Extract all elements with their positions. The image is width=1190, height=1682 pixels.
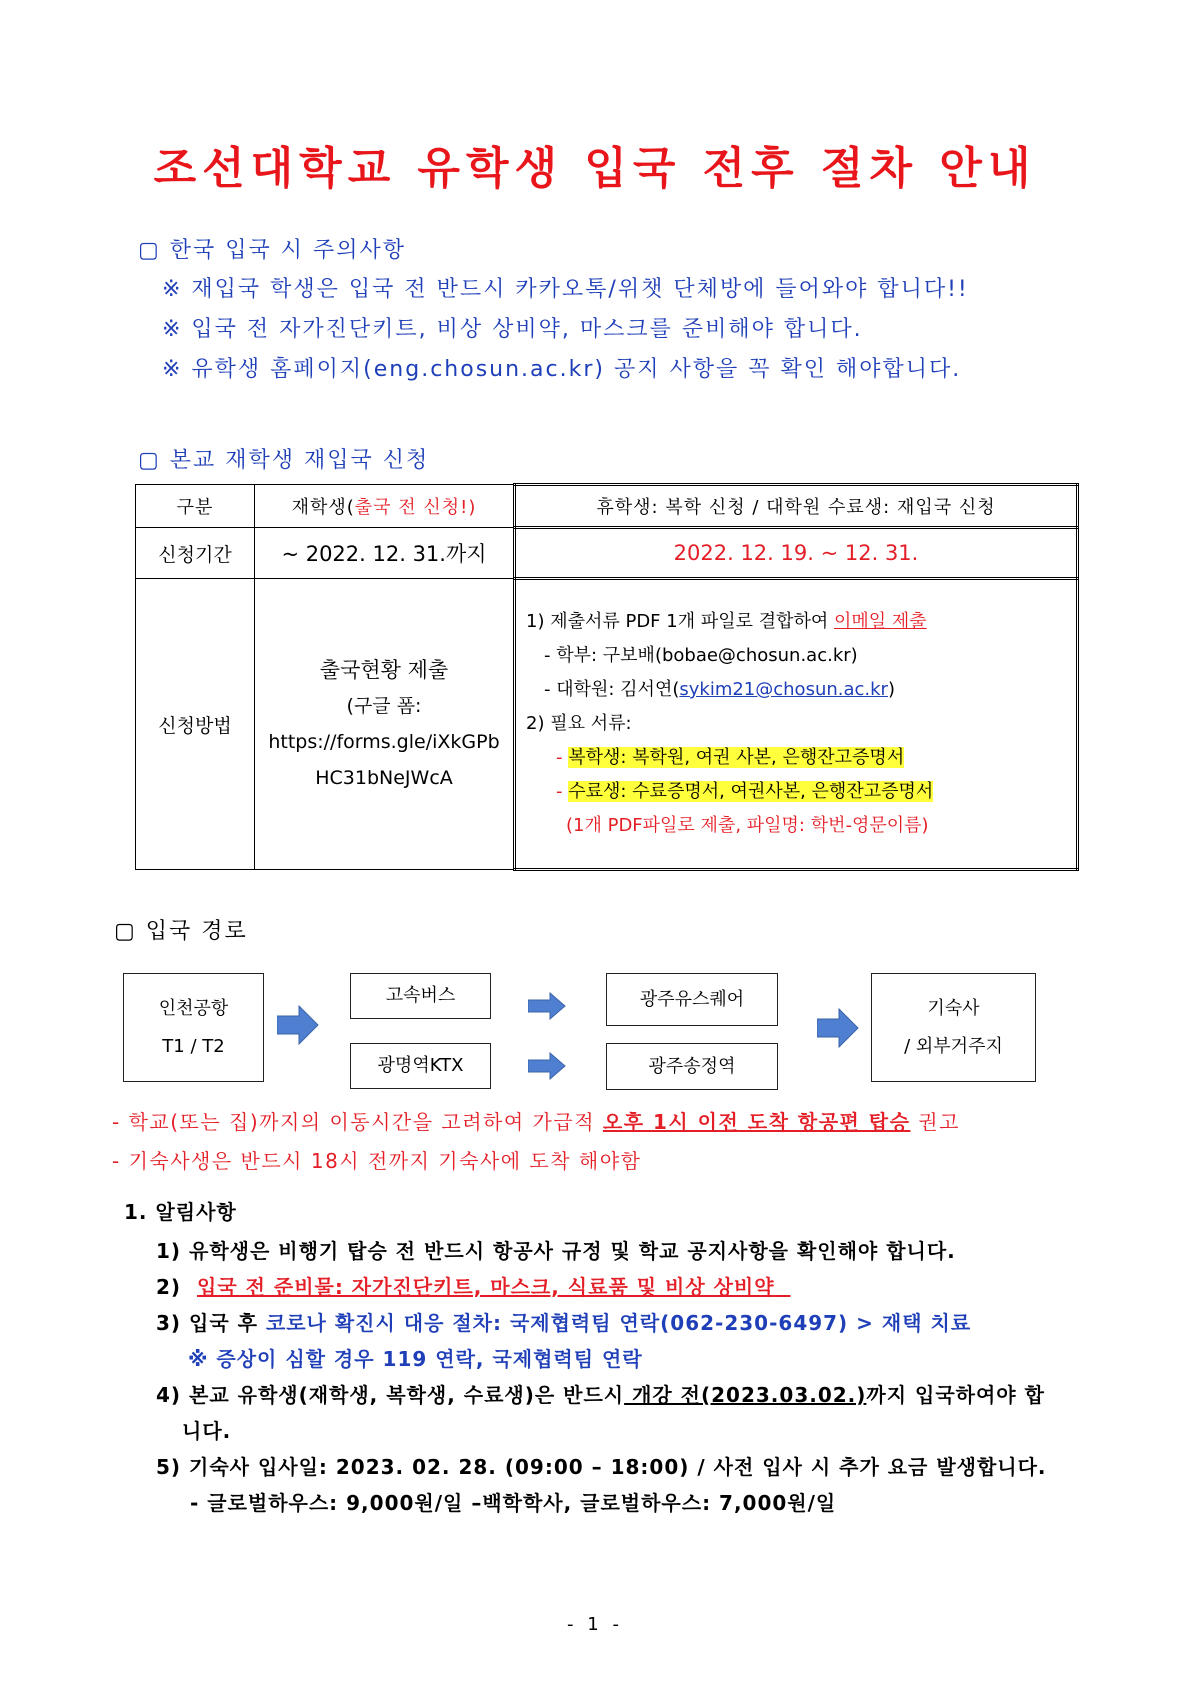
table-header-enrolled-label: 재학생( [291,497,355,518]
route-remark-arrival-time [112,1106,960,1135]
row-label-period: 신청기간 [136,528,255,579]
table-header-enrolled-note: 출국 전 신청!) [354,497,477,518]
route-gwangju-u-square: 광주유스퀘어 [606,973,778,1026]
contact-graduate-label: - 대학원: 김서연( [544,679,680,700]
route-dormitory: 기숙사 [927,997,980,1019]
reentry-application-table [135,483,1079,871]
table-header-category: 구분 [136,485,255,528]
dash: - [556,747,569,768]
method-enrolled-title: 출국현황 제출 [319,658,449,682]
notice-item-5-fees: - 글로벌하우스: 9,000원/일 –백학학사, 글로벌하우스: 7,000원/일 [190,1491,837,1515]
notice-item-3 [156,1307,971,1336]
notice-item-4 [156,1379,1045,1408]
section-heading-entry-route: ▢ 입국 경로 [114,919,248,944]
route-gwangju-songjeong-station: 광주송정역 [606,1043,778,1090]
route-external-residence: / 외부거주지 [904,1035,1003,1057]
remark-text: - 학교(또는 집)까지의 이동시간을 고려하여 가급적 [112,1110,603,1134]
route-incheon-airport-terminals: T1 / T2 [162,1035,225,1057]
remark-text-end: 권고 [910,1110,960,1134]
method-step-1-text: 1) 제출서류 PDF 1개 파일로 결합하여 [526,611,834,632]
method-return [515,579,1078,870]
route-incheon-airport-name: 인천공항 [158,997,229,1019]
required-docs-completion [526,775,1076,809]
notice-item-2-number: 2) [156,1275,182,1299]
table-header-return: 휴학생: 복학 신청 / 대학원 수료생: 재입국 신청 [515,485,1078,528]
contact-undergrad: - 학부: 구보배(bobae@chosun.ac.kr) [544,645,858,666]
method-enrolled [255,579,515,870]
row-label-method: 신청방법 [136,579,255,870]
route-dormitory-residence [871,973,1036,1082]
page-title: 조선대학교 유학생 입국 전후 절차 안내 [153,143,1037,194]
method-enrolled-form-label: (구글 폼: [346,695,422,717]
method-step-1 [526,605,1076,639]
notice-item-4-deadline: 개강 전(2023.03.02.) [624,1383,867,1407]
arrow-right-icon [528,1052,566,1080]
arrow-right-icon [817,1008,859,1048]
notice-item-4-continued: 니다. [182,1419,232,1443]
google-form-link-part2[interactable]: HC31bNeJWcA [315,767,453,789]
section-heading-notices: 1. 알림사항 [124,1200,237,1224]
notice-item-2 [156,1271,791,1300]
remark-emphasis: 오후 1시 이전 도착 항공편 탑승 [602,1110,911,1134]
route-gwangmyeong-ktx: 광명역KTX [350,1043,491,1089]
required-docs-returning-text: 복학생: 복학원, 여권 사본, 은행잔고증명서 [568,747,905,768]
method-step-2: 2) 필요 서류: [526,713,632,734]
notice-item-4-end: 까지 입국하여야 합 [866,1383,1045,1407]
notice-item-3-lead: 3) 입국 후 [156,1311,266,1335]
route-incheon-airport [123,973,264,1082]
notice-item-3-procedure: 코로나 확진시 대응 절차: 국제협력팀 연락(062-230-6497) > 재택 치료 [265,1311,972,1335]
contact-graduate [526,673,1076,707]
section-heading-entry-precautions: ▢ 한국 입국 시 주의사항 [138,238,407,263]
table-header-enrolled [255,485,515,528]
notice-item-5: 5) 기숙사 입사일: 2023. 02. 28. (09:00 – 18:00) / 사전 입사 시 추가 요금 발생합니다. [156,1455,1047,1479]
notice-item-2-text: 입국 전 준비물: 자가진단키트, 마스크, 식료품 및 비상 상비약 [197,1275,775,1299]
notice-item-4-lead: 4) 본교 유학생(재학생, 복학생, 수료생)은 반드시 [156,1383,625,1407]
notice-item-1: 1) 유학생은 비행기 탑승 전 반드시 항공사 규정 및 학교 공지사항을 확인해야 합니다. [156,1239,956,1263]
required-docs-returning [526,741,1076,775]
arrow-right-icon [528,992,566,1020]
arrow-right-icon [277,1005,319,1045]
notice-line: ※ 재입국 학생은 입국 전 반드시 카카오톡/위챗 단체방에 들어와야 합니다!! [162,277,969,302]
notice-item-3-note: ※ 증상이 심할 경우 119 연락, 국제협력팀 연락 [188,1347,643,1371]
required-docs-completion-text: 수료생: 수료증명서, 여권사본, 은행잔고증명서 [568,781,934,802]
period-enrolled: ~ 2022. 12. 31.까지 [255,528,515,579]
route-remark-dormitory-deadline: - 기숙사생은 반드시 18시 전까지 기숙사에 도착 해야함 [112,1149,642,1173]
google-form-link-part1[interactable]: https://forms.gle/iXkGPb [268,731,500,753]
page-number: - 1 - [567,1614,623,1635]
period-return: 2022. 12. 19. ~ 12. 31. [515,528,1078,579]
file-naming-note: (1개 PDF파일로 제출, 파일명: 학번-영문이름) [566,815,929,836]
method-step-1-email-submit: 이메일 제출 [833,611,927,632]
route-express-bus: 고속버스 [350,973,491,1019]
notice-line: ※ 유학생 홈페이지(eng.chosun.ac.kr) 공지 사항을 꼭 확인 해야합니다. [162,357,962,382]
dash: - [556,781,569,802]
section-heading-reentry-application: ▢ 본교 재학생 재입국 신청 [138,448,430,473]
graduate-email-link[interactable]: sykim21@chosun.ac.kr [679,679,888,700]
contact-graduate-close: ) [887,679,895,700]
notice-line: ※ 입국 전 자가진단키트, 비상 상비약, 마스크를 준비해야 합니다. [162,317,863,342]
